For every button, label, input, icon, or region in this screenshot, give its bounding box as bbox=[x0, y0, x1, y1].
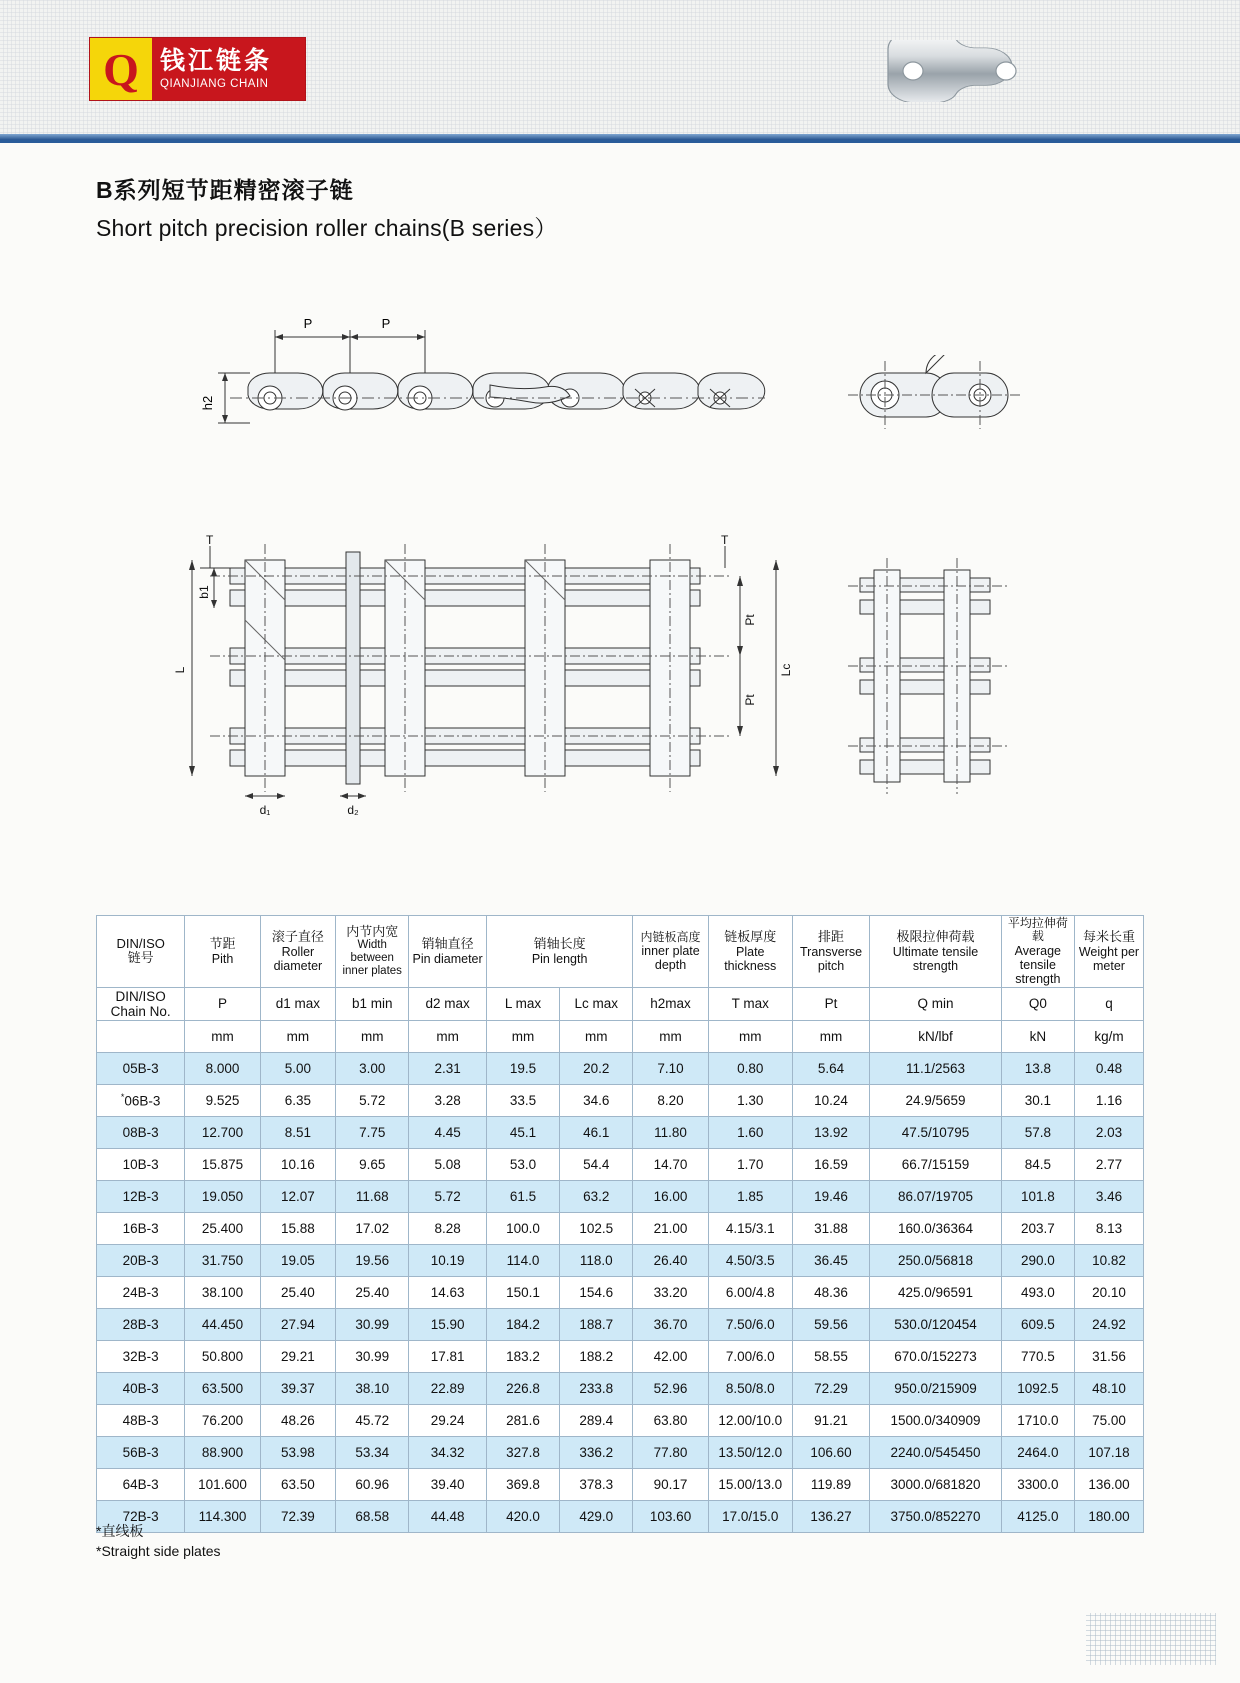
cell-value-0: 8.000 bbox=[185, 1052, 260, 1084]
cell-value-2: 3.00 bbox=[336, 1052, 409, 1084]
cell-value-3: 3.28 bbox=[409, 1084, 487, 1116]
cell-value-11: 107.18 bbox=[1074, 1436, 1143, 1468]
svg-text:T: T bbox=[206, 533, 214, 547]
cell-value-8: 72.29 bbox=[792, 1372, 870, 1404]
header-col-3: 销轴直径 Pin diameter bbox=[409, 916, 487, 988]
chain-side-view bbox=[190, 315, 790, 460]
cell-value-9: 66.7/15159 bbox=[870, 1148, 1001, 1180]
unit-0: mm bbox=[185, 1020, 260, 1052]
cell-value-9: 250.0/56818 bbox=[870, 1244, 1001, 1276]
cell-value-0: 9.525 bbox=[185, 1084, 260, 1116]
table-row bbox=[97, 1052, 1144, 1084]
cell-value-5: 188.7 bbox=[560, 1308, 633, 1340]
svg-text:b1: b1 bbox=[197, 585, 211, 599]
svg-text:Lc: Lc bbox=[779, 663, 793, 677]
svg-text:Pt: Pt bbox=[743, 694, 757, 706]
symbol-9: Q min bbox=[870, 987, 1001, 1020]
cell-value-8: 59.56 bbox=[792, 1308, 870, 1340]
header-chain-no bbox=[97, 916, 185, 988]
cell-value-3: 34.32 bbox=[409, 1436, 487, 1468]
cell-value-6: 77.80 bbox=[633, 1436, 708, 1468]
cell-value-7: 6.00/4.8 bbox=[708, 1276, 792, 1308]
cell-value-9: 3750.0/852270 bbox=[870, 1500, 1001, 1532]
cell-value-0: 19.050 bbox=[185, 1180, 260, 1212]
cell-value-6: 33.20 bbox=[633, 1276, 708, 1308]
symbol-2: b1 min bbox=[336, 987, 409, 1020]
cell-value-8: 13.92 bbox=[792, 1116, 870, 1148]
page-title-english: Short pitch precision roller chains(B series） bbox=[96, 215, 558, 241]
cell-value-8: 10.24 bbox=[792, 1084, 870, 1116]
cell-value-5: 34.6 bbox=[560, 1084, 633, 1116]
cell-value-11: 10.82 bbox=[1074, 1244, 1143, 1276]
cell-value-7: 4.50/3.5 bbox=[708, 1244, 792, 1276]
cell-value-4: 53.0 bbox=[486, 1148, 559, 1180]
cell-value-6: 21.00 bbox=[633, 1212, 708, 1244]
logo-text bbox=[152, 48, 305, 91]
svg-text:P: P bbox=[303, 316, 313, 331]
cell-value-3: 5.72 bbox=[409, 1180, 487, 1212]
cell-value-4: 100.0 bbox=[486, 1212, 559, 1244]
cell-value-0: 63.500 bbox=[185, 1372, 260, 1404]
cell-value-8: 5.64 bbox=[792, 1052, 870, 1084]
logo-letter-q: Q bbox=[90, 38, 152, 100]
symbol-11: q bbox=[1074, 987, 1143, 1020]
cell-value-4: 226.8 bbox=[486, 1372, 559, 1404]
cell-value-6: 42.00 bbox=[633, 1340, 708, 1372]
cell-value-6: 26.40 bbox=[633, 1244, 708, 1276]
header-divider bbox=[0, 134, 1240, 140]
cell-value-0: 88.900 bbox=[185, 1436, 260, 1468]
cell-value-9: 530.0/120454 bbox=[870, 1308, 1001, 1340]
cell-value-9: 86.07/19705 bbox=[870, 1180, 1001, 1212]
cell-value-2: 53.34 bbox=[336, 1436, 409, 1468]
cell-value-5: 46.1 bbox=[560, 1116, 633, 1148]
table-row bbox=[97, 1148, 1144, 1180]
cell-value-7: 1.85 bbox=[708, 1180, 792, 1212]
cell-value-9: 670.0/152273 bbox=[870, 1340, 1001, 1372]
cell-value-2: 9.65 bbox=[336, 1148, 409, 1180]
cell-value-4: 184.2 bbox=[486, 1308, 559, 1340]
cell-value-6: 14.70 bbox=[633, 1148, 708, 1180]
header-chain-no-cn1: DIN/ISO bbox=[116, 935, 165, 951]
header-col-4: 销轴长度 Pin length bbox=[486, 916, 632, 988]
table-row bbox=[97, 1468, 1144, 1500]
header-col-11: 每米长重 Weight per meter bbox=[1074, 916, 1143, 988]
note-chinese: *直线板 bbox=[96, 1523, 144, 1539]
cell-value-7: 1.70 bbox=[708, 1148, 792, 1180]
cell-value-10: 101.8 bbox=[1001, 1180, 1074, 1212]
cell-chain-no: 56B-3 bbox=[97, 1436, 185, 1468]
company-logo bbox=[90, 38, 305, 100]
symbol-10: Q0 bbox=[1001, 987, 1074, 1020]
cell-value-4: 369.8 bbox=[486, 1468, 559, 1500]
header-col-1: 滚子直径 Roller diameter bbox=[260, 916, 335, 988]
cell-value-9: 1500.0/340909 bbox=[870, 1404, 1001, 1436]
chain-link-icon bbox=[880, 40, 1040, 102]
cell-value-11: 136.00 bbox=[1074, 1468, 1143, 1500]
cell-chain-no: 24B-3 bbox=[97, 1276, 185, 1308]
cell-value-7: 8.50/8.0 bbox=[708, 1372, 792, 1404]
cell-value-10: 84.5 bbox=[1001, 1148, 1074, 1180]
cell-value-8: 48.36 bbox=[792, 1276, 870, 1308]
cell-value-4: 327.8 bbox=[486, 1436, 559, 1468]
cell-value-3: 2.31 bbox=[409, 1052, 487, 1084]
cell-value-8: 16.59 bbox=[792, 1148, 870, 1180]
cell-value-6: 63.80 bbox=[633, 1404, 708, 1436]
symbol-3: d2 max bbox=[409, 987, 487, 1020]
cell-value-5: 20.2 bbox=[560, 1052, 633, 1084]
cell-value-10: 493.0 bbox=[1001, 1276, 1074, 1308]
table-row bbox=[97, 1500, 1144, 1532]
cell-value-3: 22.89 bbox=[409, 1372, 487, 1404]
table-unit-row bbox=[97, 1020, 1144, 1052]
cell-value-2: 25.40 bbox=[336, 1276, 409, 1308]
cell-value-0: 38.100 bbox=[185, 1276, 260, 1308]
cell-value-1: 15.88 bbox=[260, 1212, 335, 1244]
cell-value-1: 6.35 bbox=[260, 1084, 335, 1116]
logo-english-name: QIANJIANG CHAIN bbox=[160, 78, 269, 91]
cell-value-8: 31.88 bbox=[792, 1212, 870, 1244]
cell-value-9: 3000.0/681820 bbox=[870, 1468, 1001, 1500]
cell-chain-no: 48B-3 bbox=[97, 1404, 185, 1436]
cell-value-1: 53.98 bbox=[260, 1436, 335, 1468]
cell-value-11: 8.13 bbox=[1074, 1212, 1143, 1244]
header-col-0: 节距 Pith bbox=[185, 916, 260, 988]
svg-text:P: P bbox=[381, 316, 391, 331]
cell-value-9: 47.5/10795 bbox=[870, 1116, 1001, 1148]
table-row bbox=[97, 1404, 1144, 1436]
page-title-chinese: B系列短节距精密滚子链 bbox=[96, 177, 354, 203]
symbol-8: Pt bbox=[792, 987, 870, 1020]
cell-value-0: 15.875 bbox=[185, 1148, 260, 1180]
table-row bbox=[97, 1308, 1144, 1340]
unit-2: mm bbox=[336, 1020, 409, 1052]
cell-value-2: 30.99 bbox=[336, 1340, 409, 1372]
cell-value-3: 29.24 bbox=[409, 1404, 487, 1436]
cell-value-7: 13.50/12.0 bbox=[708, 1436, 792, 1468]
cell-value-7: 15.00/13.0 bbox=[708, 1468, 792, 1500]
cell-value-9: 160.0/36364 bbox=[870, 1212, 1001, 1244]
cell-chain-no: 10B-3 bbox=[97, 1148, 185, 1180]
header-col-9: 极限拉伸荷载 Ultimate tensile strength bbox=[870, 916, 1001, 988]
cell-value-5: 54.4 bbox=[560, 1148, 633, 1180]
cell-value-2: 7.75 bbox=[336, 1116, 409, 1148]
cell-value-5: 378.3 bbox=[560, 1468, 633, 1500]
cell-value-6: 11.80 bbox=[633, 1116, 708, 1148]
cell-value-3: 17.81 bbox=[409, 1340, 487, 1372]
cell-value-7: 17.0/15.0 bbox=[708, 1500, 792, 1532]
unit-11: kg/m bbox=[1074, 1020, 1143, 1052]
unit-7: mm bbox=[708, 1020, 792, 1052]
cell-value-2: 19.56 bbox=[336, 1244, 409, 1276]
cell-chain-no: 40B-3 bbox=[97, 1372, 185, 1404]
cell-value-3: 44.48 bbox=[409, 1500, 487, 1532]
unit-1: mm bbox=[260, 1020, 335, 1052]
symbol-5: Lc max bbox=[560, 987, 633, 1020]
table-row bbox=[97, 1212, 1144, 1244]
cell-value-7: 7.50/6.0 bbox=[708, 1308, 792, 1340]
cell-chain-no: 20B-3 bbox=[97, 1244, 185, 1276]
unit-8: mm bbox=[792, 1020, 870, 1052]
spec-table-wrapper bbox=[96, 915, 1144, 1533]
cell-value-10: 4125.0 bbox=[1001, 1500, 1074, 1532]
cell-value-1: 5.00 bbox=[260, 1052, 335, 1084]
cell-value-11: 0.48 bbox=[1074, 1052, 1143, 1084]
cell-value-7: 1.60 bbox=[708, 1116, 792, 1148]
cell-value-8: 106.60 bbox=[792, 1436, 870, 1468]
cell-value-4: 61.5 bbox=[486, 1180, 559, 1212]
symbol-7: T max bbox=[708, 987, 792, 1020]
cell-value-2: 5.72 bbox=[336, 1084, 409, 1116]
cell-value-11: 1.16 bbox=[1074, 1084, 1143, 1116]
cell-value-2: 38.10 bbox=[336, 1372, 409, 1404]
cell-value-4: 420.0 bbox=[486, 1500, 559, 1532]
cell-value-10: 203.7 bbox=[1001, 1212, 1074, 1244]
cell-value-11: 2.03 bbox=[1074, 1116, 1143, 1148]
header-chain-no-cn2: 链号 bbox=[127, 950, 154, 966]
cell-value-8: 36.45 bbox=[792, 1244, 870, 1276]
chain-end-view-top bbox=[840, 355, 1040, 435]
cell-chain-no: 08B-3 bbox=[97, 1116, 185, 1148]
symbol-6: h2max bbox=[633, 987, 708, 1020]
cell-value-10: 609.5 bbox=[1001, 1308, 1074, 1340]
cell-value-7: 1.30 bbox=[708, 1084, 792, 1116]
svg-text:T: T bbox=[721, 533, 729, 547]
cell-value-6: 52.96 bbox=[633, 1372, 708, 1404]
unit-chain-no bbox=[97, 1020, 185, 1052]
cell-value-0: 114.300 bbox=[185, 1500, 260, 1532]
cell-value-5: 289.4 bbox=[560, 1404, 633, 1436]
cell-value-11: 2.77 bbox=[1074, 1148, 1143, 1180]
cell-chain-no: 64B-3 bbox=[97, 1468, 185, 1500]
cell-value-2: 60.96 bbox=[336, 1468, 409, 1500]
svg-text:Pt: Pt bbox=[743, 614, 757, 626]
table-row bbox=[97, 1276, 1144, 1308]
table-row bbox=[97, 1180, 1144, 1212]
cell-value-1: 8.51 bbox=[260, 1116, 335, 1148]
cell-value-7: 7.00/6.0 bbox=[708, 1340, 792, 1372]
cell-value-6: 16.00 bbox=[633, 1180, 708, 1212]
cell-value-1: 48.26 bbox=[260, 1404, 335, 1436]
cell-value-11: 75.00 bbox=[1074, 1404, 1143, 1436]
cell-chain-no: 28B-3 bbox=[97, 1308, 185, 1340]
cell-value-0: 50.800 bbox=[185, 1340, 260, 1372]
cell-value-4: 114.0 bbox=[486, 1244, 559, 1276]
cell-value-7: 4.15/3.1 bbox=[708, 1212, 792, 1244]
chain-spec-table bbox=[96, 915, 1144, 1533]
cell-value-1: 10.16 bbox=[260, 1148, 335, 1180]
cell-value-5: 188.2 bbox=[560, 1340, 633, 1372]
cell-value-1: 19.05 bbox=[260, 1244, 335, 1276]
header-col-2: 内节内宽 Width between inner plates bbox=[336, 916, 409, 988]
cell-value-1: 63.50 bbox=[260, 1468, 335, 1500]
cell-chain-no: *06B-3 bbox=[97, 1084, 185, 1116]
cell-value-4: 150.1 bbox=[486, 1276, 559, 1308]
cell-value-1: 12.07 bbox=[260, 1180, 335, 1212]
unit-5: mm bbox=[560, 1020, 633, 1052]
svg-text:d₁: d₁ bbox=[259, 803, 271, 817]
unit-10: kN bbox=[1001, 1020, 1074, 1052]
cell-value-9: 11.1/2563 bbox=[870, 1052, 1001, 1084]
header-col-7: 链板厚度 Plate thickness bbox=[708, 916, 792, 988]
cell-value-2: 17.02 bbox=[336, 1212, 409, 1244]
cell-value-1: 27.94 bbox=[260, 1308, 335, 1340]
cell-value-5: 118.0 bbox=[560, 1244, 633, 1276]
cell-chain-no: 72B-3 bbox=[97, 1500, 185, 1532]
cell-value-7: 0.80 bbox=[708, 1052, 792, 1084]
cell-value-1: 25.40 bbox=[260, 1276, 335, 1308]
cell-value-0: 76.200 bbox=[185, 1404, 260, 1436]
cell-value-10: 30.1 bbox=[1001, 1084, 1074, 1116]
cell-value-2: 30.99 bbox=[336, 1308, 409, 1340]
unit-9: kN/lbf bbox=[870, 1020, 1001, 1052]
cell-value-0: 31.750 bbox=[185, 1244, 260, 1276]
header-col-6: 内链板高度 inner plate depth bbox=[633, 916, 708, 988]
cell-value-6: 90.17 bbox=[633, 1468, 708, 1500]
unit-4: mm bbox=[486, 1020, 559, 1052]
cell-value-10: 13.8 bbox=[1001, 1052, 1074, 1084]
cell-value-10: 2464.0 bbox=[1001, 1436, 1074, 1468]
cell-value-8: 91.21 bbox=[792, 1404, 870, 1436]
table-row bbox=[97, 1244, 1144, 1276]
cell-value-9: 950.0/215909 bbox=[870, 1372, 1001, 1404]
header-col-10: 平均拉伸荷载 Average tensile strength bbox=[1001, 916, 1074, 988]
cell-value-3: 10.19 bbox=[409, 1244, 487, 1276]
page-header bbox=[0, 0, 1240, 143]
cell-chain-no: 16B-3 bbox=[97, 1212, 185, 1244]
cell-value-6: 103.60 bbox=[633, 1500, 708, 1532]
cell-value-0: 25.400 bbox=[185, 1212, 260, 1244]
cell-value-6: 36.70 bbox=[633, 1308, 708, 1340]
symbol-4: L max bbox=[486, 987, 559, 1020]
cell-value-11: 20.10 bbox=[1074, 1276, 1143, 1308]
svg-text:d₂: d₂ bbox=[347, 803, 359, 817]
cell-chain-no: 12B-3 bbox=[97, 1180, 185, 1212]
cell-value-8: 136.27 bbox=[792, 1500, 870, 1532]
cell-value-4: 281.6 bbox=[486, 1404, 559, 1436]
cell-value-11: 31.56 bbox=[1074, 1340, 1143, 1372]
cell-value-11: 180.00 bbox=[1074, 1500, 1143, 1532]
cell-value-9: 425.0/96591 bbox=[870, 1276, 1001, 1308]
cell-value-2: 68.58 bbox=[336, 1500, 409, 1532]
cell-value-2: 45.72 bbox=[336, 1404, 409, 1436]
cell-value-5: 233.8 bbox=[560, 1372, 633, 1404]
cell-value-4: 183.2 bbox=[486, 1340, 559, 1372]
chain-end-view-bottom bbox=[840, 548, 1040, 798]
cell-value-2: 11.68 bbox=[336, 1180, 409, 1212]
cell-value-9: 24.9/5659 bbox=[870, 1084, 1001, 1116]
table-row bbox=[97, 1436, 1144, 1468]
header-col-8: 排距 Transverse pitch bbox=[792, 916, 870, 988]
cell-value-0: 101.600 bbox=[185, 1468, 260, 1500]
cell-value-4: 45.1 bbox=[486, 1116, 559, 1148]
cell-value-3: 5.08 bbox=[409, 1148, 487, 1180]
svg-text:L: L bbox=[173, 666, 187, 674]
cell-value-4: 33.5 bbox=[486, 1084, 559, 1116]
table-symbol-row bbox=[97, 987, 1144, 1020]
cell-value-11: 3.46 bbox=[1074, 1180, 1143, 1212]
unit-6: mm bbox=[633, 1020, 708, 1052]
cell-value-3: 8.28 bbox=[409, 1212, 487, 1244]
cell-value-5: 154.6 bbox=[560, 1276, 633, 1308]
logo-chinese-name: 钱江链条 bbox=[160, 46, 273, 75]
table-row bbox=[97, 1340, 1144, 1372]
cell-value-11: 24.92 bbox=[1074, 1308, 1143, 1340]
cell-value-6: 8.20 bbox=[633, 1084, 708, 1116]
cell-value-10: 1710.0 bbox=[1001, 1404, 1074, 1436]
cell-value-6: 7.10 bbox=[633, 1052, 708, 1084]
unit-3: mm bbox=[409, 1020, 487, 1052]
cell-value-10: 57.8 bbox=[1001, 1116, 1074, 1148]
symbol-chain-no: DIN/ISO Chain No. bbox=[97, 987, 185, 1020]
table-row bbox=[97, 1084, 1144, 1116]
cell-value-10: 290.0 bbox=[1001, 1244, 1074, 1276]
chain-section-view bbox=[170, 530, 810, 820]
cell-value-3: 39.40 bbox=[409, 1468, 487, 1500]
svg-text:h2: h2 bbox=[200, 395, 215, 411]
cell-chain-no: 32B-3 bbox=[97, 1340, 185, 1372]
cell-value-10: 3300.0 bbox=[1001, 1468, 1074, 1500]
cell-value-5: 336.2 bbox=[560, 1436, 633, 1468]
corner-texture bbox=[1086, 1613, 1216, 1665]
symbol-1: d1 max bbox=[260, 987, 335, 1020]
cell-value-9: 2240.0/545450 bbox=[870, 1436, 1001, 1468]
cell-value-0: 44.450 bbox=[185, 1308, 260, 1340]
cell-value-5: 102.5 bbox=[560, 1212, 633, 1244]
table-header-row-names bbox=[97, 916, 1144, 988]
cell-value-5: 63.2 bbox=[560, 1180, 633, 1212]
cell-value-8: 19.46 bbox=[792, 1180, 870, 1212]
cell-value-0: 12.700 bbox=[185, 1116, 260, 1148]
symbol-0: P bbox=[185, 987, 260, 1020]
cell-value-8: 58.55 bbox=[792, 1340, 870, 1372]
table-row bbox=[97, 1116, 1144, 1148]
cell-value-4: 19.5 bbox=[486, 1052, 559, 1084]
cell-value-7: 12.00/10.0 bbox=[708, 1404, 792, 1436]
cell-chain-no: 05B-3 bbox=[97, 1052, 185, 1084]
cell-value-1: 72.39 bbox=[260, 1500, 335, 1532]
cell-value-3: 4.45 bbox=[409, 1116, 487, 1148]
cell-value-8: 119.89 bbox=[792, 1468, 870, 1500]
cell-value-5: 429.0 bbox=[560, 1500, 633, 1532]
table-row bbox=[97, 1372, 1144, 1404]
cell-value-11: 48.10 bbox=[1074, 1372, 1143, 1404]
note-english: *Straight side plates bbox=[96, 1543, 221, 1559]
cell-value-1: 29.21 bbox=[260, 1340, 335, 1372]
cell-value-1: 39.37 bbox=[260, 1372, 335, 1404]
cell-value-10: 770.5 bbox=[1001, 1340, 1074, 1372]
cell-value-10: 1092.5 bbox=[1001, 1372, 1074, 1404]
cell-value-3: 15.90 bbox=[409, 1308, 487, 1340]
cell-value-3: 14.63 bbox=[409, 1276, 487, 1308]
